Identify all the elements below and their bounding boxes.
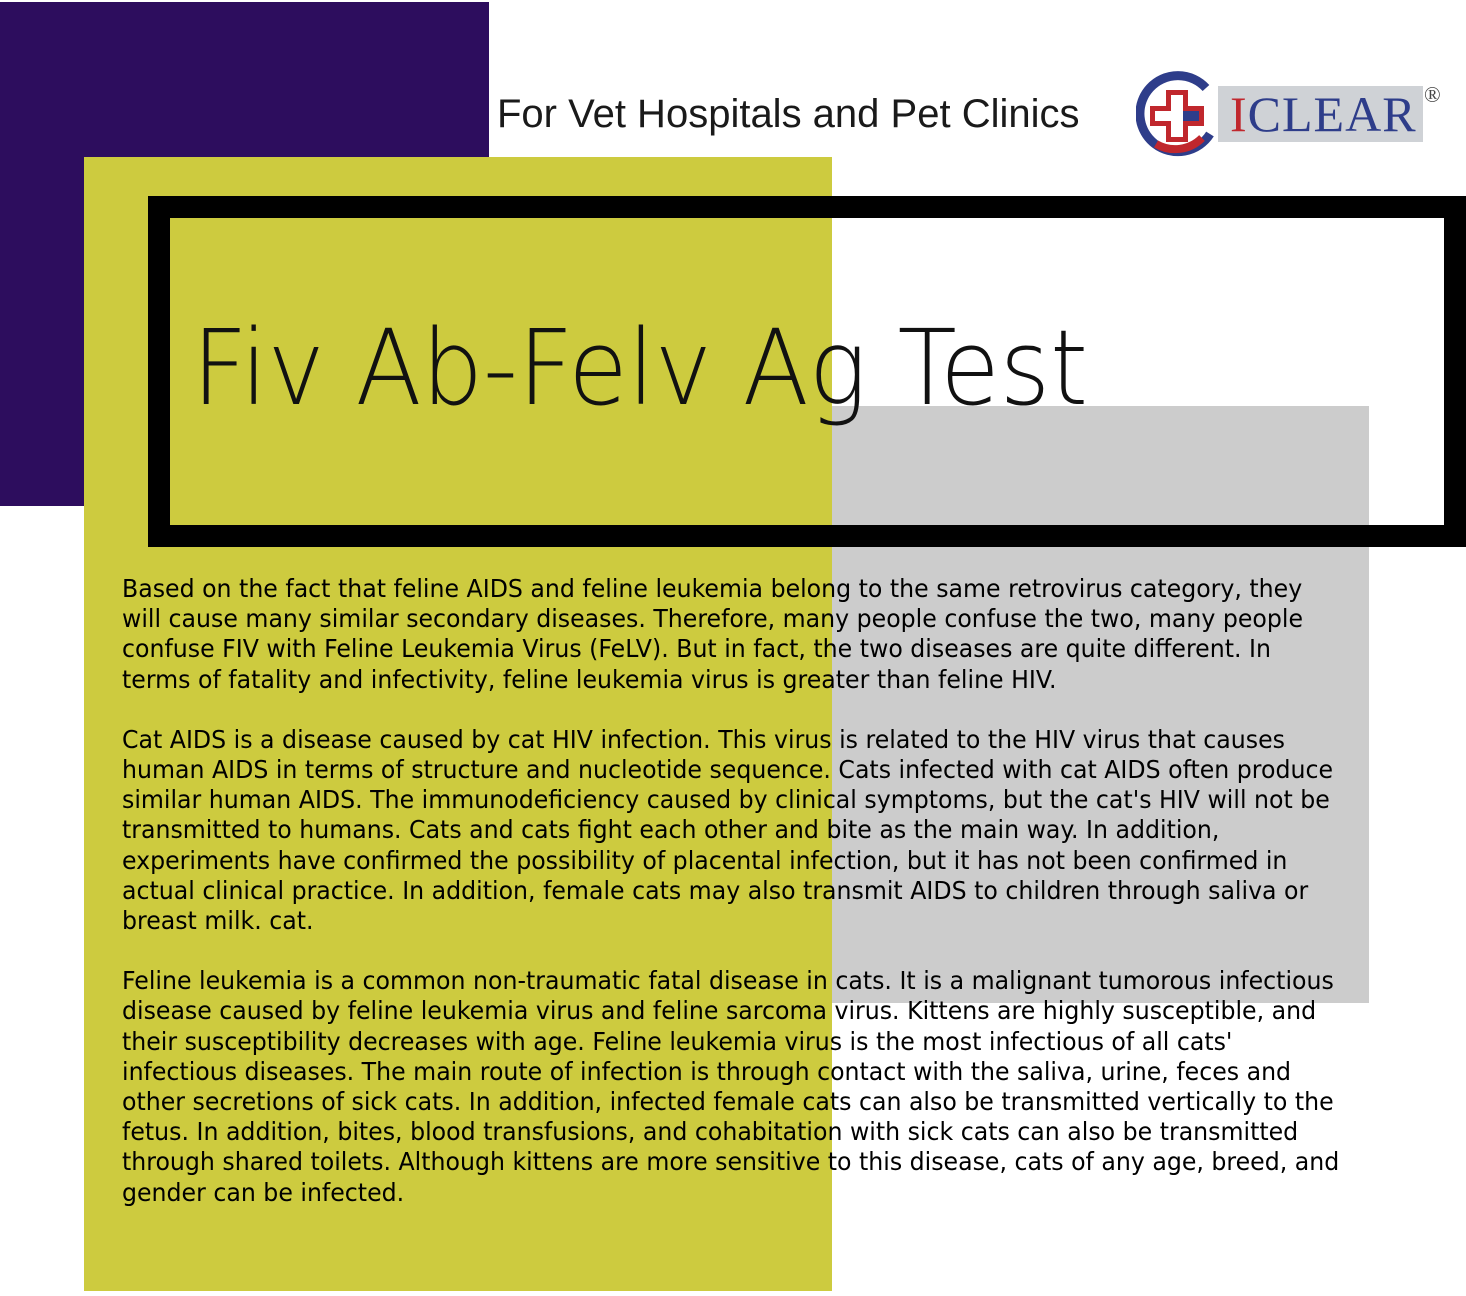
tagline: For Vet Hospitals and Pet Clinics bbox=[497, 92, 1080, 136]
page-title: Fiv Ab-Felv Ag Test bbox=[192, 307, 1089, 429]
paragraph-1: Based on the fact that feline AIDS and feline leukemia belong to the same retrovirus category, they will cause many similar secondary diseases. Therefore, many people confuse the two, many people confuse FIV with Feline Leukemia Virus (FeLV). But in fact, the two diseases are quite different. In terms of fatality and infectivity, feline leukemia virus is greater than feline HIV. bbox=[122, 574, 1304, 694]
logo-wordmark-first-letter: I bbox=[1230, 86, 1248, 142]
body-text bbox=[122, 574, 1342, 1238]
logo-wordmark bbox=[1218, 86, 1423, 142]
paragraph-2: Cat AIDS is a disease caused by cat HIV infection. This virus is related to the HIV virus that causes human AIDS in terms of structure and nucleotide sequence. Cats infected with cat AIDS often produce similar human AIDS. The immunodeficiency caused by clinical symptoms, but the cat's HIV will not be transmitted to humans. Cats and cats fight each other and bite as the main way. In addition, experiments have confirmed the possibility of placental infection, but it has not been confirmed in actual clinical practice. In addition, female cats may also transmit AIDS to children through saliva or breast milk. cat. bbox=[122, 724, 1334, 936]
medical-cross-icon bbox=[1136, 68, 1226, 158]
logo-wordmark-rest: CLEAR bbox=[1247, 86, 1417, 142]
iclear-logo bbox=[1136, 68, 1446, 158]
registered-mark: ® bbox=[1424, 82, 1441, 107]
paragraph-3: Feline leukemia is a common non-traumatic fatal disease in cats. It is a malignant tumorous infectious disease caused by feline leukemia virus and feline sarcoma virus. Kittens are highly susceptible, and their susceptibility decreases with age. Feline leukemia virus is the most infectious of all cats' infectious diseases. The main route of infection is through contact with the saliva, urine, feces and other secretions of sick cats. In addition, infected female cats can also be transmitted vertically to the fetus. In addition, bites, blood transfusions, and cohabitation with sick cats can also be transmitted through shared toilets. Although kittens are more sensitive to this disease, cats of any age, breed, and gender can be infected. bbox=[122, 966, 1340, 1207]
